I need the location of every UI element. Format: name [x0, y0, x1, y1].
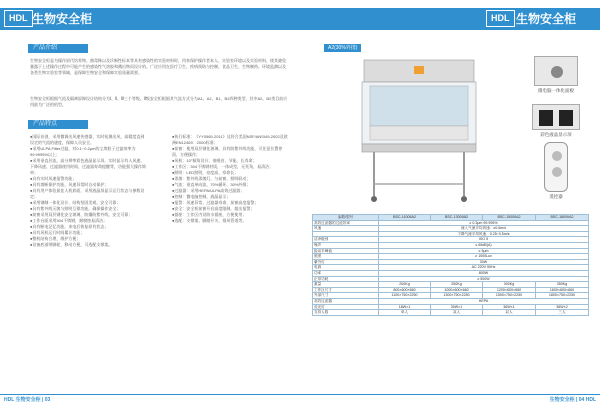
- spec-header-cell: BSC-1300IIA2: [431, 215, 483, 221]
- spec-header-cell: BSC-1500IIA2: [483, 215, 536, 221]
- spec-table-body: [313, 215, 589, 316]
- spec-cell: 下降气流平均风速：0.25~0.5m/s: [379, 231, 589, 237]
- right-page: [300, 0, 600, 407]
- feature-item: ●整机结构合理，维护方便；: [30, 236, 81, 241]
- feature-item: ●工作台面采用304不锈钢，耐腐蚀易清洁；: [30, 218, 108, 223]
- control-panel-image: [534, 56, 578, 86]
- remote-control-image: [544, 142, 568, 192]
- spec-row-label: 高效过滤器: [313, 298, 379, 304]
- feature-item: ●过滤器：采用HEPA/ULPA高效过滤器；: [172, 188, 245, 193]
- spec-cell: 1000×600×660: [431, 287, 483, 293]
- spec-row-label: 荧光灯: [313, 304, 379, 310]
- features-column-2: [172, 134, 290, 224]
- spec-header-cell: BSC-1800IIA2: [536, 215, 589, 221]
- spec-cell: 单人: [379, 310, 431, 316]
- spec-row-label: 振动半峰值: [313, 248, 379, 254]
- spec-cell: ≤ 65dB(A): [379, 242, 589, 248]
- spec-cell: ≥ 1000Lux: [379, 254, 589, 260]
- biosafety-cabinet-image: [344, 56, 494, 206]
- left-logo: HDL: [4, 10, 33, 27]
- feature-item: ●具有风机运行时间累计功能；: [30, 230, 85, 235]
- feature-item: ●插座：工作区内设防水插座，方便使用；: [172, 212, 247, 217]
- feature-item: ●采用钢制一体化设计，结构坚固美观，安全可靠；: [30, 200, 121, 205]
- spec-cell: 双人: [483, 310, 536, 316]
- feature-item: ●具有熔断保护功能，风速异常时自动保护；: [30, 182, 109, 187]
- spec-cell: 1500×750×2250: [483, 293, 536, 299]
- spec-cell: 200Kg: [379, 282, 431, 288]
- feature-item: ●风机：10°倾角设计，低噪音、节能、长寿命；: [172, 158, 257, 163]
- feature-item: ●具有实时风速报警功能；: [30, 176, 77, 181]
- lcd-display-icon: [559, 110, 573, 126]
- spec-table: [312, 214, 589, 316]
- feature-item: ●前窗：使用双层钢化玻璃，具有防紫外线功能，可任意位置停留，方便操作；: [172, 146, 283, 157]
- spec-cell: HEPA: [379, 298, 589, 304]
- remote-button-icon: [552, 167, 562, 177]
- spec-row-label: 高效过滤器的过滤效率: [313, 220, 379, 226]
- spec-cell: ≥ 500W: [379, 276, 589, 282]
- table-row: [313, 310, 589, 316]
- right-logo: HDL: [486, 10, 515, 27]
- spec-cell: 1600×600×660: [536, 287, 589, 293]
- feature-item: ●控制：微电脑控制，液晶显示；: [172, 194, 231, 199]
- feature-item: ●工作区：304不锈钢材质，一体成型，无死角，易清洁；: [172, 164, 274, 169]
- spec-row-label: 重量: [313, 282, 379, 288]
- spec-cell: ≥ 0.3μm 99.995%: [379, 220, 589, 226]
- spec-cell: 300Kg: [483, 282, 536, 288]
- spec-row-label: 正常功耗: [313, 276, 379, 282]
- feature-item: ●采用垂直层流，高分辨率彩色液晶显示屏，实时显示有人风速、下降风速、过滤器使用时间、过滤器寿命提醒等，功能强大操作简单；: [30, 158, 146, 175]
- lcd-display-icon: [539, 110, 553, 126]
- spec-cell: 800W: [379, 270, 589, 276]
- intro-para-1: 生物安全柜是为操作原代培养物、菌毒株以及诊断性标本等具有感染性的实验材料时，用来保护操作者本人、实验室环境以及实验材料，使其避免暴露于上述操作过程中可能产生的感染性气溶胶和溅出物而设计的。广泛应用在医疗卫生、疾病预防与控制、食品卫生、生物制药、环境监测以及各类生物实验室等领域，是保障生物安全和保障实验质量需要。: [30, 58, 286, 75]
- spec-cell: 30W×1: [431, 304, 483, 310]
- spec-cell: AC 220V 50Hz: [379, 265, 589, 271]
- spec-cell: 36W×2: [536, 304, 589, 310]
- spec-cell: 流入气流平均风速：≥0.5m/s: [379, 226, 589, 232]
- caption-remote: 遥控器: [549, 194, 563, 199]
- spec-cell: ISO 5: [379, 237, 589, 243]
- spec-row-label: 噪声: [313, 242, 379, 248]
- caption-lcd-screen: 彩色液晶显示屏: [540, 132, 572, 137]
- left-footer-line: [0, 394, 300, 395]
- spec-cell: 1100×750×2250: [379, 293, 431, 299]
- intro-heading: 产品介绍: [28, 44, 88, 53]
- lcd-screen-image: [532, 104, 580, 130]
- feature-item: ●执行标准：《YY0569-2011》及符合美国NSF/ANSI49-2002及欧洲EN12469：2000标准；: [172, 134, 288, 145]
- spec-row-label: 电源: [313, 265, 379, 271]
- feature-item: ●报警：风速异常、过滤器寿命、前窗高度报警；: [172, 200, 259, 205]
- spec-cell: 1300×750×2250: [431, 293, 483, 299]
- spec-cell: 350Kg: [536, 282, 589, 288]
- spec-cell: 30W: [379, 259, 589, 265]
- feature-item: ●具有用户体验最佳人机界面，采用液晶屏显示运行状态与参数设定；: [30, 188, 145, 199]
- spec-row-label: 外部尺寸: [313, 293, 379, 299]
- spec-cell: 36W×1: [483, 304, 536, 310]
- right-page-title: 生物安全柜: [516, 12, 577, 26]
- remote-button-icon: [552, 151, 562, 161]
- feature-item: ●安全：安全柜前窗开启高度限制，超出报警；: [172, 206, 255, 211]
- spec-row-label: 功率: [313, 270, 379, 276]
- spec-cell: 250Kg: [431, 282, 483, 288]
- left-footer: HDL 生物安全柜 | 03: [4, 397, 51, 403]
- spec-cell: 800×600×660: [379, 287, 431, 293]
- spec-cell: 双人: [431, 310, 483, 316]
- features-column-1: [30, 134, 146, 248]
- spec-row-label: 照度: [313, 254, 379, 260]
- spec-cell: 三人: [536, 310, 589, 316]
- feature-item: ●国际首创，采用微调出风速传感器，实时检测出风，高精度直到设定的气流的速度，保障人员安全。: [30, 134, 145, 145]
- feature-item: ●具有断电记忆功能，来电后恢复原有状态；: [30, 224, 109, 229]
- spec-cell: ≤ 5μm: [379, 248, 589, 254]
- feature-item: ●照明：LED照明，亮度高、寿命长；: [172, 170, 239, 175]
- feature-item: ●具有紫外线灭菌与照明互锁功能，确保操作安全；: [30, 206, 121, 211]
- right-footer: 生物安全柜 | 04 HDL: [549, 397, 596, 403]
- caption-control-panel: 微电脑一体化面板: [538, 88, 574, 93]
- spec-row-label: 风速: [313, 226, 379, 232]
- intro-para-2: 生物安全柜根据气流及隔离屏障设计结构分为Ⅰ、Ⅱ、Ⅲ三个等级，Ⅱ级安全柜根据其气流方式分为A1、A2、B1、B2四种类型，其中A2、B2类目前应用最为广泛的机型。: [30, 96, 288, 107]
- feature-item: ●气流：垂直单向流，70%循环，30%外排；: [172, 182, 251, 187]
- left-page-title: 生物安全柜: [32, 12, 93, 26]
- feature-item: ●前窗采用双层钢化安全玻璃，防爆防紫外线，安全可靠；: [30, 212, 133, 217]
- features-heading: 产品特点: [28, 120, 88, 129]
- spec-row-label: 紫外灯: [313, 259, 379, 265]
- spec-cell: 1800×750×2250: [536, 293, 589, 299]
- photo-tag: A2(30%外排): [324, 44, 361, 52]
- spec-header-cell: BSC-1100IIA2: [379, 215, 431, 221]
- spec-header-cell: 参数/型号: [313, 215, 379, 221]
- right-footer-line: [300, 394, 600, 395]
- spec-row-label: 支持人数: [313, 310, 379, 316]
- feature-item: ●选配：支撑架、脚踏开关、排风管道等。: [172, 218, 247, 223]
- feature-item: ●杀菌：紫外线杀菌灯，与前窗、照明联动；: [172, 176, 251, 181]
- spec-cell: 18W×1: [379, 304, 431, 310]
- spec-row-label: 工作区尺寸: [313, 287, 379, 293]
- panel-knob-icon: [551, 66, 563, 78]
- spec-cell: 1200×600×660: [483, 287, 536, 293]
- spec-row-label: 洁净级别: [313, 237, 379, 243]
- feature-item: ●设备底部带脚轮，移动方便，可选配支撑架。: [30, 242, 113, 247]
- feature-item: ●采用ULPA Filter过滤，对0.1~0.2μm的尘埃粒子过滤效率为99.9995%以上；: [30, 146, 136, 157]
